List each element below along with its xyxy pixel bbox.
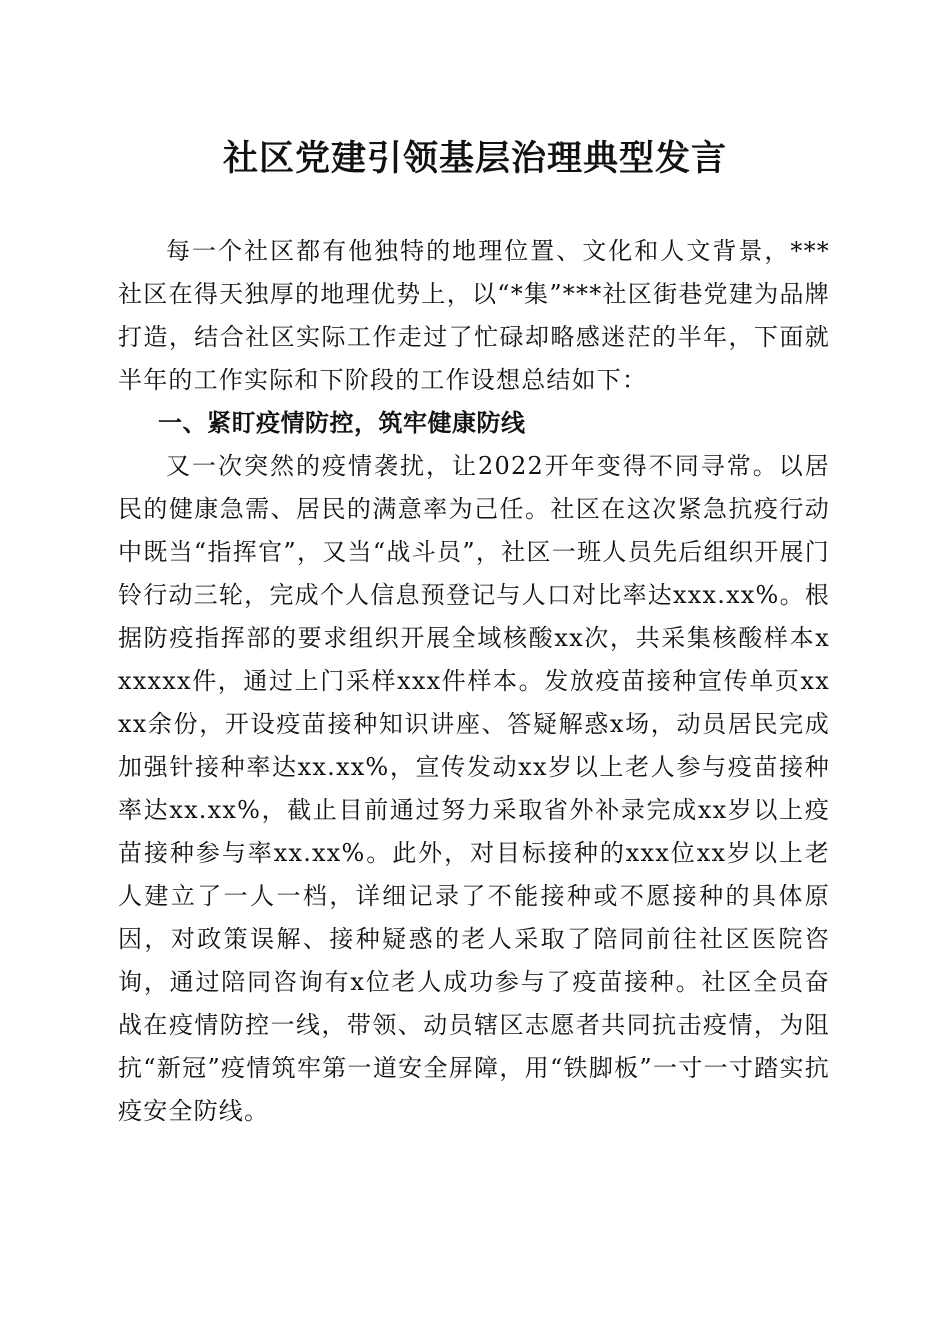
document-body [118,230,830,1133]
intro-paragraph: 每一个社区都有他独特的地理位置、文化和人文背景，***社区在得天独厚的地理优势上，以“*集”***社区街巷党建为品牌打造，结合社区实际工作走过了忙碌却略感迷茫的半年，下面就半年的工作实际和下阶段的工作设想总结如下： [118,237,830,394]
document-title: 社区党建引领基层治理典型发言 [222,138,727,179]
section-heading: 一、紧盯疫情防控，筑牢健康防线 [158,409,526,437]
section-paragraph: 又一次突然的疫情袭扰，让2022开年变得不同寻常。以居民的健康急需、居民的满意率为己任。社区在这次紧急抗疫行动中既当“指挥官”，又当“战斗员”，社区一班人员先后组织开展门铃行动三轮，完成个人信息预登记与人口对比率达xxx.xx%。根据防疫指挥部的要求组织开展全域核酸xx次，共采集核酸样本xxxxxx件，通过上门采样xxx件样本。发放疫苗接种宣传单页xxxx余份，开设疫苗接种知识讲座、答疑解惑x场，动员居民完成加强针接种率达xx.xx%，宣传发动xx岁以上老人参与疫苗接种率达xx.xx%，截止目前通过努力采取省外补录完成xx岁以上疫苗接种参与率xx.xx%。此外，对目标接种的xxx位xx岁以上老人建立了一人一档，详细记录了不能接种或不愿接种的具体原因，对政策误解、接种疑惑的老人采取了陪同前往社区医院咨询，通过陪同咨询有x位老人成功参与了疫苗接种。社区全员奋战在疫情防控一线，带领、动员辖区志愿者共同抗击疫情，为阻抗“新冠”疫情筑牢第一道安全屏障，用“铁脚板”一寸一寸踏实抗疫安全防线。 [118,452,830,1125]
